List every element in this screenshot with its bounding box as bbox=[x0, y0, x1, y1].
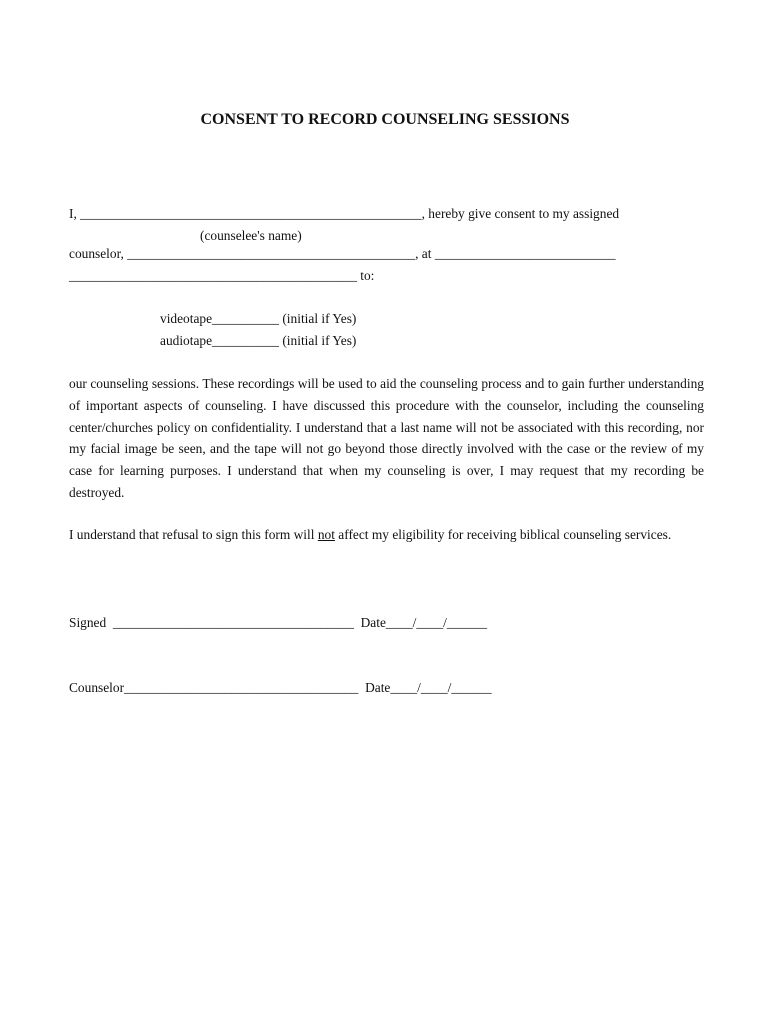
refusal-emphasis: not bbox=[317, 527, 335, 542]
consent-line: I, ___________________________________________________, hereby give consent to my assigned bbox=[69, 206, 620, 221]
videotape-option: videotape__________ (initial if Yes) bbox=[160, 311, 357, 326]
location-line: ___________________________________________ to: bbox=[69, 268, 375, 283]
body-paragraph: our counseling sessions. These recordings will be used to aid the counseling process and to gain further understanding of important aspects of counseling. I have discussed this procedure with the counselor, including the counseling center/churches policy on confidentiality. I understand that a last name will not be associated with this recording, nor my facial image be seen, and the tape will not go beyond those directly involved with the case or the review of my case for learning purposes. I understand that when my counseling is over, I may request that my recording be destroyed. bbox=[69, 376, 704, 500]
refusal-text-after: affect my eligibility for receiving biblical counseling services. bbox=[334, 527, 672, 542]
counselor-date-line: Counselor___________________________________ Date____/____/______ bbox=[69, 680, 492, 695]
counselor-line: counselor, ___________________________________________, at ___________________________ bbox=[69, 246, 616, 261]
refusal-paragraph bbox=[69, 524, 704, 546]
signed-date-line: Signed ____________________________________ Date____/____/______ bbox=[69, 615, 488, 630]
refusal-text-before: I understand that refusal to sign this form will bbox=[69, 527, 318, 542]
counselee-name-caption: (counselee's name) bbox=[200, 228, 302, 243]
form-title: CONSENT TO RECORD COUNSELING SESSIONS bbox=[200, 111, 570, 128]
audiotape-option: audiotape__________ (initial if Yes) bbox=[160, 333, 357, 348]
